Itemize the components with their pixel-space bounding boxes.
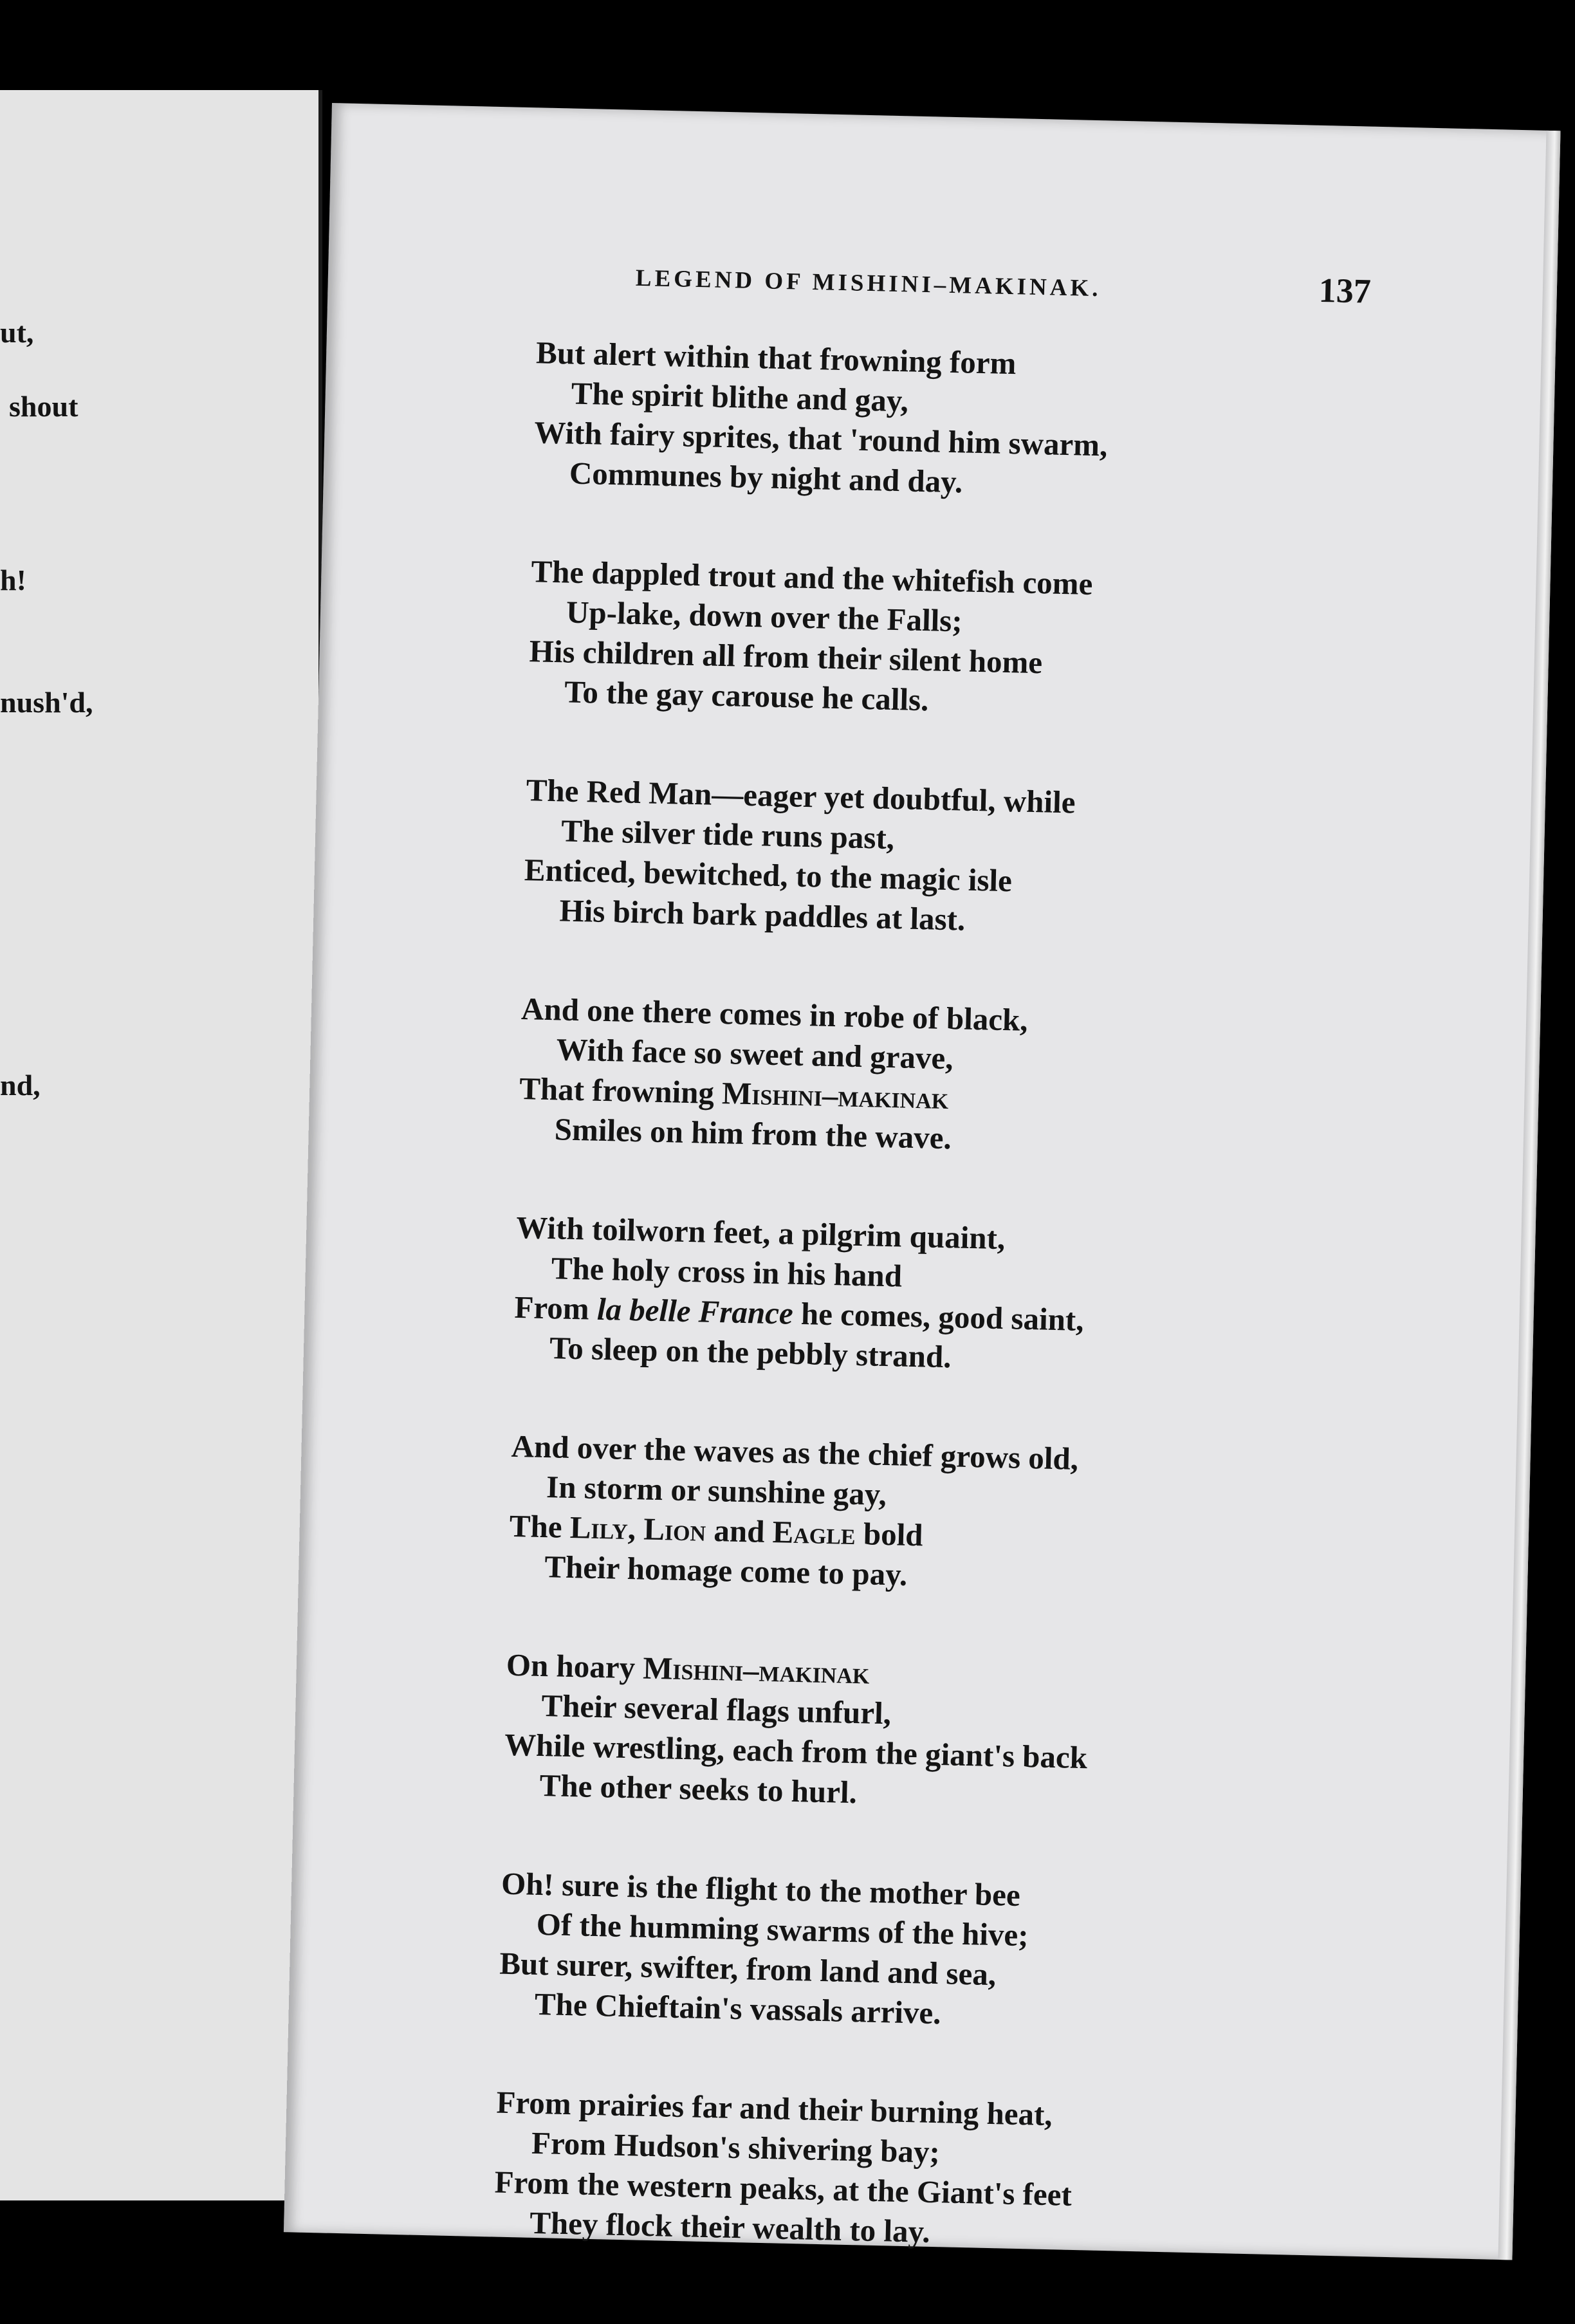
name-smallcaps: Mishini–makinak [721,1075,949,1116]
verse-line: While wrestling, each from the giant's back [504,1726,1088,1776]
stanza [528,551,1303,728]
verse-line: Oh! sure is the flight to the mother bee [501,1865,1021,1913]
stanza [513,1208,1288,1385]
verse-text: The [509,1508,571,1545]
verse-text: and [705,1512,773,1550]
verse-line: Up-lake, down over the Falls; [566,594,963,639]
stanza [503,1645,1278,1822]
verse-line: His children all from their silent home [529,633,1043,681]
verse-line: And one there comes in robe of black, [520,991,1029,1038]
poem-body [492,333,1309,2318]
page-edge [1498,131,1560,2260]
name-smallcaps: Mishini–makinak [642,1650,870,1691]
verse-line: His birch bark paddles at last. [558,892,966,937]
left-page-word: nd, [0,1069,41,1102]
verse-line: With toilworn feet, a pilgrim quaint, [515,1209,1006,1257]
verse-line: From the western peaks, at the Giant's feet [494,2164,1073,2213]
stanza [533,333,1308,510]
running-title: LEGEND OF MISHINI–MAKINAK. [635,264,1101,302]
verse-text: On hoary [506,1646,643,1686]
verse-line: In storm or sunshine gay, [546,1469,887,1513]
verse-line: To the gay carouse he calls. [564,674,930,718]
verse-text: he comes, good saint, [793,1295,1085,1338]
name-smallcaps: Lion [643,1511,706,1548]
verse-text: bold [855,1516,924,1553]
verse-line: And over the waves as the chief grows old, [511,1428,1079,1477]
stanza [493,2083,1269,2260]
stanza [518,989,1293,1166]
verse-line: Of the humming swarms of the hive; [536,1906,1029,1953]
left-page-word: nush'd, [0,686,93,719]
book-page [284,103,1561,2260]
verse-line: With face so sweet and grave, [556,1031,954,1076]
verse-line: They flock their wealth to lay. [529,2204,931,2249]
verse-line: Communes by night and day. [569,455,963,500]
verse-line: Enticed, bewitched, to the magic isle [524,852,1013,899]
stanza [498,1864,1273,2041]
verse-line: Their several flags unfurl, [540,1688,892,1731]
verse-line: The spirit blithe and gay, [571,375,909,419]
left-page-word: h! [0,564,26,596]
verse-line: Smiles on him from the wave. [554,1111,952,1156]
verse-line: The silver tide runs past, [560,813,895,856]
verse-line: But alert within that frowning form [535,335,1017,382]
stanza [523,770,1298,947]
verse-line: The dappled trout and the whitefish come [530,553,1093,602]
previous-page-fragment [0,90,322,2200]
left-page-word: shout [9,390,78,423]
verse-text: , [627,1511,644,1547]
page-number: 137 [1318,270,1372,311]
verse-line: The other seeks to hurl. [539,1767,858,1811]
stanza [508,1426,1284,1603]
verse-line: Their homage come to pay. [544,1549,908,1592]
verse-text: That frowning [519,1071,723,1111]
name-smallcaps: Lily [569,1509,629,1546]
verse-line: The Red Man—eager yet doubtful, while [526,772,1076,820]
verse-text: From [513,1289,598,1327]
verse-line: With fairy sprites, that 'round him swarm, [533,414,1108,463]
verse-line: To sleep on the pebbly strand. [549,1330,952,1375]
verse-line: The Chieftain's vassals arrive. [534,1986,942,2031]
verse-line: The holy cross in his hand [551,1250,903,1294]
left-page-word: ut, [0,316,34,349]
verse-line: From prairies far and their burning heat, [495,2084,1053,2133]
name-smallcaps: Eagle [772,1514,856,1552]
verse-line: From Hudson's shivering bay; [531,2125,941,2170]
italic-phrase: la belle France [596,1291,794,1331]
verse-line: But surer, swifter, from land and sea, [499,1945,997,1993]
